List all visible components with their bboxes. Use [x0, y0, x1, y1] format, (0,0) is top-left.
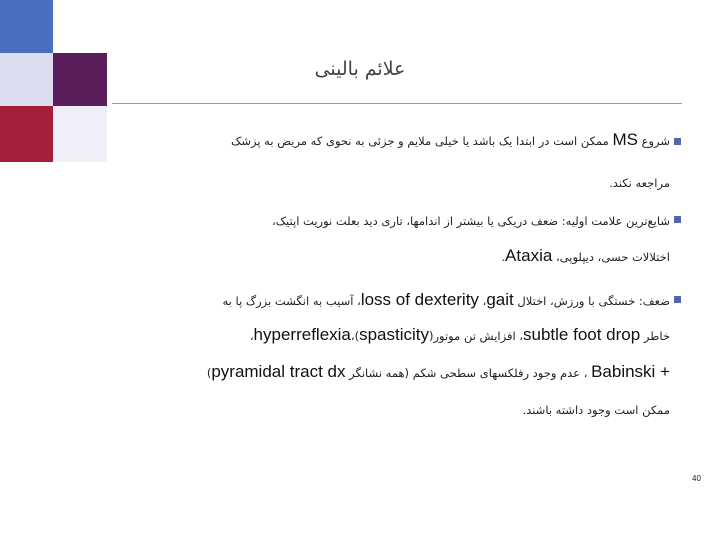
term-ms: MS — [612, 130, 638, 149]
text-segment: ، آسیب به انگشت بزرگ پا به — [222, 294, 361, 308]
text-segment: ممکن است وجود داشته باشند. — [522, 403, 670, 417]
term-gait: gait — [486, 290, 514, 309]
text-segment: شروع — [641, 134, 670, 148]
slide-title: علائم بالینی — [314, 58, 406, 80]
bullet-3-line-4 — [90, 403, 670, 417]
corner-square-purple — [53, 53, 107, 106]
page-number: 40 — [692, 474, 701, 483]
bullet-1-line-2 — [90, 176, 670, 190]
text-segment: ) — [206, 366, 212, 380]
text-segment: ، — [482, 294, 487, 308]
term-ataxia: Ataxia — [505, 246, 553, 265]
bullet-2-line-1 — [90, 214, 670, 228]
text-segment: ، افزایش تن موتور( — [429, 329, 524, 343]
text-segment: ، — [249, 329, 254, 343]
corner-square-blue — [0, 0, 53, 53]
text-segment: اختلالات حسی، دیپلوپی، — [555, 250, 670, 264]
corner-square-lavender — [0, 53, 53, 106]
term-babinski: Babinski + — [591, 362, 670, 381]
text-segment: مراجعه نکند. — [609, 176, 670, 190]
text-segment: خاطر — [643, 329, 670, 343]
corner-square-red — [0, 106, 53, 162]
bullet-2-line-2 — [90, 246, 670, 266]
term-pyramidal-tract-dx: pyramidal tract dx — [211, 362, 346, 381]
bullet-3-line-3 — [90, 362, 670, 382]
bullet-marker-1 — [674, 138, 681, 145]
text-segment: ضعف: خستگی با ورزش، اختلال — [517, 294, 670, 308]
text-segment: )، — [350, 329, 360, 343]
title-divider — [112, 103, 682, 104]
bullet-marker-3 — [674, 296, 681, 303]
text-segment: ممکن است در ابتدا یک باشد یا خیلی ملایم و جزئی به نحوی که مریض به پزشک — [231, 134, 609, 148]
text-segment: ، عدم وجود رفلکسهای سطحی شکم (همه نشانگر — [349, 366, 588, 380]
term-loss-of-dexterity: loss of dexterity — [360, 290, 479, 309]
text-segment: . — [501, 250, 506, 264]
term-hyperreflexia: hyperreflexia — [253, 325, 351, 344]
bullet-3-line-1 — [90, 290, 670, 310]
bullet-1-line-1 — [90, 130, 670, 150]
text-segment: شایع‌ترین علامت اولیه: ضعف دریکی یا بیشتر از اندامها، تاری دید بعلت نوریت اپتیک، — [272, 214, 670, 228]
bullet-3-line-2 — [90, 325, 670, 345]
bullet-marker-2 — [674, 216, 681, 223]
term-subtle-foot-drop: subtle foot drop — [523, 325, 641, 344]
term-spasticity: spasticity — [359, 325, 429, 344]
